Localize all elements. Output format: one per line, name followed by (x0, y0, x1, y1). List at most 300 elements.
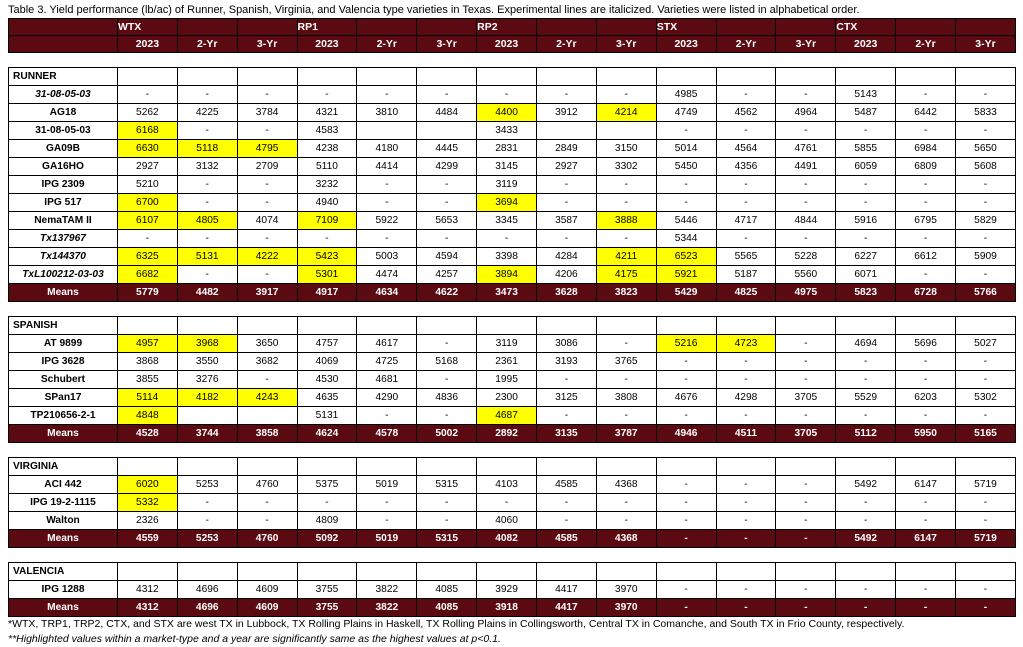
value-cell: 6612 (896, 248, 956, 266)
value-cell: 3433 (477, 122, 537, 140)
value-cell: 5187 (716, 266, 776, 284)
value-cell: - (955, 266, 1015, 284)
spacer-cell (536, 302, 596, 317)
spacer-cell (417, 53, 477, 68)
header-cell: 2023 (297, 36, 357, 53)
highlighted-value-cell: 4400 (477, 104, 537, 122)
table-caption: Table 3. Yield performance (lb/ac) of Runner, Spanish, Virginia, and Valencia type varieties in Texas. Experimental lines are italicized. Varieties were listed in alphabetical order. (8, 4, 860, 16)
header-cell (716, 19, 776, 36)
spacer-cell (9, 53, 118, 68)
empty-cell (836, 68, 896, 86)
value-cell: - (716, 407, 776, 425)
value-cell: 4368 (596, 476, 656, 494)
value-cell: - (776, 353, 836, 371)
value-cell (596, 122, 656, 140)
value-cell: 4225 (177, 104, 237, 122)
value-cell: - (716, 512, 776, 530)
means-value-cell: 4368 (596, 530, 656, 548)
value-cell: 5608 (955, 158, 1015, 176)
value-cell: 4749 (656, 104, 716, 122)
value-cell: - (596, 494, 656, 512)
value-cell: - (955, 494, 1015, 512)
empty-cell (177, 317, 237, 335)
value-cell: - (836, 371, 896, 389)
header-cell: 3-Yr (776, 36, 836, 53)
spacer-cell (836, 548, 896, 563)
value-cell: 3682 (237, 353, 297, 371)
means-value-cell: 4578 (357, 425, 417, 443)
value-cell: - (477, 86, 537, 104)
value-cell: - (836, 407, 896, 425)
value-cell: 5565 (716, 248, 776, 266)
means-value-cell: - (836, 599, 896, 617)
spacer-cell (716, 53, 776, 68)
value-cell: - (776, 476, 836, 494)
value-cell: - (896, 266, 956, 284)
value-cell (357, 122, 417, 140)
empty-cell (836, 317, 896, 335)
value-cell: - (656, 407, 716, 425)
variety-name: Schubert (9, 371, 118, 389)
value-cell: - (955, 176, 1015, 194)
value-cell: - (417, 407, 477, 425)
header-cell: RP2 (477, 19, 537, 36)
value-cell: - (536, 194, 596, 212)
value-cell: - (716, 122, 776, 140)
value-cell: - (776, 335, 836, 353)
spacer-cell (656, 548, 716, 563)
value-cell: - (896, 176, 956, 194)
table-row (9, 407, 1016, 425)
value-cell: 6203 (896, 389, 956, 407)
value-cell: - (896, 494, 956, 512)
variety-name: TxL100212-03-03 (9, 266, 118, 284)
section-title: VALENCIA (9, 563, 118, 581)
value-cell: 4284 (536, 248, 596, 266)
means-value-cell: 3858 (237, 425, 297, 443)
value-cell: 4717 (716, 212, 776, 230)
value-cell: 5833 (955, 104, 1015, 122)
value-cell: - (716, 230, 776, 248)
value-cell: - (417, 194, 477, 212)
variety-name: IPG 19-2-1115 (9, 494, 118, 512)
highlighted-value-cell: 6325 (117, 248, 177, 266)
table-body (9, 19, 1016, 617)
means-value-cell: 4622 (417, 284, 477, 302)
value-cell: - (836, 176, 896, 194)
value-cell: 5560 (776, 266, 836, 284)
value-cell: 5487 (836, 104, 896, 122)
highlighted-value-cell: 4243 (237, 389, 297, 407)
value-cell: - (417, 230, 477, 248)
means-value-cell: 5002 (417, 425, 477, 443)
value-cell: - (955, 512, 1015, 530)
value-cell: 4617 (357, 335, 417, 353)
empty-cell (117, 68, 177, 86)
value-cell: - (955, 230, 1015, 248)
header-cell: 3-Yr (237, 36, 297, 53)
highlighted-value-cell: 4222 (237, 248, 297, 266)
spacer-row (9, 443, 1016, 458)
value-cell: - (596, 194, 656, 212)
header-cell (536, 19, 596, 36)
spacer-cell (596, 443, 656, 458)
value-cell: - (896, 122, 956, 140)
means-value-cell: 3822 (357, 599, 417, 617)
empty-cell (596, 68, 656, 86)
means-value-cell: 6147 (896, 530, 956, 548)
empty-cell (536, 317, 596, 335)
value-cell: 4069 (297, 353, 357, 371)
table-row (9, 122, 1016, 140)
value-cell: - (896, 194, 956, 212)
table-row (9, 335, 1016, 353)
value-cell: 4060 (477, 512, 537, 530)
value-cell: 3119 (477, 176, 537, 194)
value-cell: - (776, 407, 836, 425)
value-cell: 2849 (536, 140, 596, 158)
value-cell: 5916 (836, 212, 896, 230)
empty-cell (896, 458, 956, 476)
table-row (9, 104, 1016, 122)
value-cell: 4696 (177, 581, 237, 599)
variety-name: SPan17 (9, 389, 118, 407)
highlighted-value-cell: 5301 (297, 266, 357, 284)
empty-cell (596, 563, 656, 581)
value-cell: 5228 (776, 248, 836, 266)
value-cell: - (417, 371, 477, 389)
highlighted-value-cell: 5118 (177, 140, 237, 158)
table-row (9, 512, 1016, 530)
spacer-cell (596, 548, 656, 563)
empty-cell (417, 68, 477, 86)
value-cell: 3150 (596, 140, 656, 158)
spacer-cell (716, 302, 776, 317)
spacer-cell (9, 548, 118, 563)
value-cell: 3145 (477, 158, 537, 176)
value-cell: - (656, 512, 716, 530)
value-cell: - (955, 407, 1015, 425)
value-cell (177, 407, 237, 425)
value-cell: - (596, 230, 656, 248)
header-cell: RP1 (297, 19, 357, 36)
value-cell: 2326 (117, 512, 177, 530)
highlighted-value-cell: 4214 (596, 104, 656, 122)
section-title: SPANISH (9, 317, 118, 335)
value-cell: 3345 (477, 212, 537, 230)
empty-cell (237, 458, 297, 476)
value-cell: 4583 (297, 122, 357, 140)
means-value-cell: 3970 (596, 599, 656, 617)
highlighted-value-cell: 4182 (177, 389, 237, 407)
value-cell: 4809 (297, 512, 357, 530)
value-cell: - (955, 581, 1015, 599)
footnote-highlight: **Highlighted values within a market-type and a year are significantly same as the highest values at p<0.1. (8, 633, 501, 645)
value-cell: 3765 (596, 353, 656, 371)
value-cell: 4585 (536, 476, 596, 494)
spacer-cell (596, 53, 656, 68)
header-cell: 2-Yr (177, 36, 237, 53)
variety-name: TP210656-2-1 (9, 407, 118, 425)
variety-name: IPG 2309 (9, 176, 118, 194)
value-cell: 3302 (596, 158, 656, 176)
means-value-cell: 4975 (776, 284, 836, 302)
value-cell: 3550 (177, 353, 237, 371)
value-cell: - (237, 266, 297, 284)
value-cell: 3587 (536, 212, 596, 230)
variety-name: GA16HO (9, 158, 118, 176)
value-cell: - (896, 371, 956, 389)
value-cell: - (596, 512, 656, 530)
value-cell: - (656, 371, 716, 389)
empty-cell (656, 68, 716, 86)
value-cell: - (237, 371, 297, 389)
highlighted-value-cell: 7109 (297, 212, 357, 230)
value-cell: 5450 (656, 158, 716, 176)
highlighted-value-cell: 5332 (117, 494, 177, 512)
means-value-cell: - (656, 530, 716, 548)
empty-cell (477, 563, 537, 581)
empty-cell (477, 68, 537, 86)
value-cell: 6059 (836, 158, 896, 176)
value-cell: 5262 (117, 104, 177, 122)
means-value-cell: 5779 (117, 284, 177, 302)
empty-cell (656, 458, 716, 476)
header-years-row (9, 36, 1016, 53)
variety-name: AT 9899 (9, 335, 118, 353)
means-value-cell: 3787 (596, 425, 656, 443)
value-cell: - (955, 122, 1015, 140)
value-cell: 3086 (536, 335, 596, 353)
spacer-cell (297, 548, 357, 563)
means-value-cell: 4634 (357, 284, 417, 302)
empty-cell (955, 458, 1015, 476)
empty-cell (237, 68, 297, 86)
table-row (9, 371, 1016, 389)
value-cell: 5110 (297, 158, 357, 176)
value-cell: 3125 (536, 389, 596, 407)
empty-cell (417, 563, 477, 581)
empty-cell (117, 458, 177, 476)
value-cell: 2361 (477, 353, 537, 371)
empty-cell (536, 68, 596, 86)
header-locations-row (9, 19, 1016, 36)
spacer-cell (656, 302, 716, 317)
spacer-cell (836, 443, 896, 458)
empty-cell (357, 317, 417, 335)
value-cell: - (776, 581, 836, 599)
empty-cell (896, 68, 956, 86)
highlighted-value-cell: 3888 (596, 212, 656, 230)
value-cell: - (177, 122, 237, 140)
means-value-cell: - (656, 599, 716, 617)
value-cell: - (297, 494, 357, 512)
value-cell: 4676 (656, 389, 716, 407)
section-title: RUNNER (9, 68, 118, 86)
table-row (9, 176, 1016, 194)
highlighted-value-cell: 3894 (477, 266, 537, 284)
value-cell: - (237, 176, 297, 194)
value-cell: 3755 (297, 581, 357, 599)
value-cell: 4635 (297, 389, 357, 407)
spacer-cell (477, 548, 537, 563)
spacer-cell (297, 302, 357, 317)
spacer-cell (656, 443, 716, 458)
value-cell: - (117, 230, 177, 248)
highlighted-value-cell: 4957 (117, 335, 177, 353)
header-cell: 2023 (836, 36, 896, 53)
empty-cell (177, 68, 237, 86)
means-value-cell: 5950 (896, 425, 956, 443)
value-cell: 3808 (596, 389, 656, 407)
value-cell: 5302 (955, 389, 1015, 407)
value-cell: 3398 (477, 248, 537, 266)
means-value-cell: 5823 (836, 284, 896, 302)
value-cell: 5446 (656, 212, 716, 230)
value-cell: - (297, 86, 357, 104)
spacer-row (9, 548, 1016, 563)
means-value-cell: - (716, 599, 776, 617)
spacer-cell (9, 302, 118, 317)
spacer-cell (716, 443, 776, 458)
value-cell: - (536, 176, 596, 194)
header-cell: 2-Yr (536, 36, 596, 53)
value-cell: - (656, 122, 716, 140)
value-cell: - (716, 476, 776, 494)
value-cell: - (896, 581, 956, 599)
value-cell: - (357, 86, 417, 104)
spacer-cell (357, 443, 417, 458)
means-value-cell: 3705 (776, 425, 836, 443)
value-cell: - (955, 353, 1015, 371)
table-row (9, 581, 1016, 599)
variety-name: Tx137967 (9, 230, 118, 248)
empty-cell (536, 458, 596, 476)
highlighted-value-cell: 4175 (596, 266, 656, 284)
means-value-cell: 4696 (177, 599, 237, 617)
spacer-cell (177, 548, 237, 563)
means-value-cell: 4482 (177, 284, 237, 302)
header-cell: 2023 (656, 36, 716, 53)
value-cell: 4298 (716, 389, 776, 407)
empty-cell (477, 317, 537, 335)
table-row (9, 353, 1016, 371)
highlighted-value-cell: 4805 (177, 212, 237, 230)
empty-cell (896, 317, 956, 335)
value-cell: 5168 (417, 353, 477, 371)
means-value-cell: 4511 (716, 425, 776, 443)
spacer-cell (477, 53, 537, 68)
value-cell: - (656, 353, 716, 371)
value-cell: - (896, 230, 956, 248)
footnote-locations: *WTX, TRP1, TRP2, CTX, and STX are west TX in Lubbock, TX Rolling Plains in Haskell, TX Rolling Plains in Collingsworth, Central TX in Comanche, and South TX in Frio County, respectively. (8, 618, 905, 630)
value-cell: - (776, 122, 836, 140)
value-cell: 5143 (836, 86, 896, 104)
section-row (9, 458, 1016, 476)
value-cell: - (596, 86, 656, 104)
spacer-cell (177, 302, 237, 317)
spacer-cell (776, 302, 836, 317)
variety-name: IPG 3628 (9, 353, 118, 371)
value-cell: - (536, 86, 596, 104)
value-cell: - (357, 407, 417, 425)
spacer-cell (477, 443, 537, 458)
means-value-cell: 5719 (955, 530, 1015, 548)
table-row (9, 266, 1016, 284)
spacer-cell (357, 302, 417, 317)
value-cell: 5529 (836, 389, 896, 407)
means-value-cell: - (716, 530, 776, 548)
value-cell: - (716, 86, 776, 104)
table-row (9, 158, 1016, 176)
table-row (9, 230, 1016, 248)
spacer-cell (237, 443, 297, 458)
spacer-cell (955, 443, 1015, 458)
value-cell: 2927 (536, 158, 596, 176)
value-cell: - (955, 86, 1015, 104)
empty-cell (417, 458, 477, 476)
value-cell: 4417 (536, 581, 596, 599)
value-cell: - (896, 512, 956, 530)
means-value-cell: - (896, 599, 956, 617)
value-cell: 2709 (237, 158, 297, 176)
value-cell: 3868 (117, 353, 177, 371)
value-cell: 3970 (596, 581, 656, 599)
value-cell: - (357, 512, 417, 530)
spacer-cell (955, 548, 1015, 563)
value-cell: 4681 (357, 371, 417, 389)
highlighted-value-cell: 4848 (117, 407, 177, 425)
spacer-cell (896, 53, 956, 68)
value-cell: - (836, 194, 896, 212)
variety-name: 31-08-05-03 (9, 122, 118, 140)
value-cell: - (237, 512, 297, 530)
value-cell: - (357, 176, 417, 194)
means-value-cell: 2892 (477, 425, 537, 443)
table-row (9, 212, 1016, 230)
means-label: Means (9, 284, 118, 302)
value-cell: 4757 (297, 335, 357, 353)
variety-name: Tx144370 (9, 248, 118, 266)
value-cell: 5315 (417, 476, 477, 494)
variety-name: AG18 (9, 104, 118, 122)
spacer-cell (776, 548, 836, 563)
means-value-cell: 4609 (237, 599, 297, 617)
variety-name: GA09B (9, 140, 118, 158)
header-cell (896, 19, 956, 36)
section-title: VIRGINIA (9, 458, 118, 476)
value-cell: 5696 (896, 335, 956, 353)
highlighted-value-cell: 5131 (177, 248, 237, 266)
value-cell: 4074 (237, 212, 297, 230)
section-row (9, 563, 1016, 581)
spacer-cell (297, 443, 357, 458)
means-value-cell: 3823 (596, 284, 656, 302)
value-cell: 4085 (417, 581, 477, 599)
header-cell (177, 19, 237, 36)
empty-cell (776, 317, 836, 335)
spacer-cell (177, 53, 237, 68)
means-value-cell: 3473 (477, 284, 537, 302)
empty-cell (716, 458, 776, 476)
empty-cell (297, 317, 357, 335)
header-cell: 2023 (117, 36, 177, 53)
value-cell: 5027 (955, 335, 1015, 353)
spacer-row (9, 53, 1016, 68)
highlighted-value-cell: 6107 (117, 212, 177, 230)
means-value-cell: 6728 (896, 284, 956, 302)
empty-cell (716, 317, 776, 335)
